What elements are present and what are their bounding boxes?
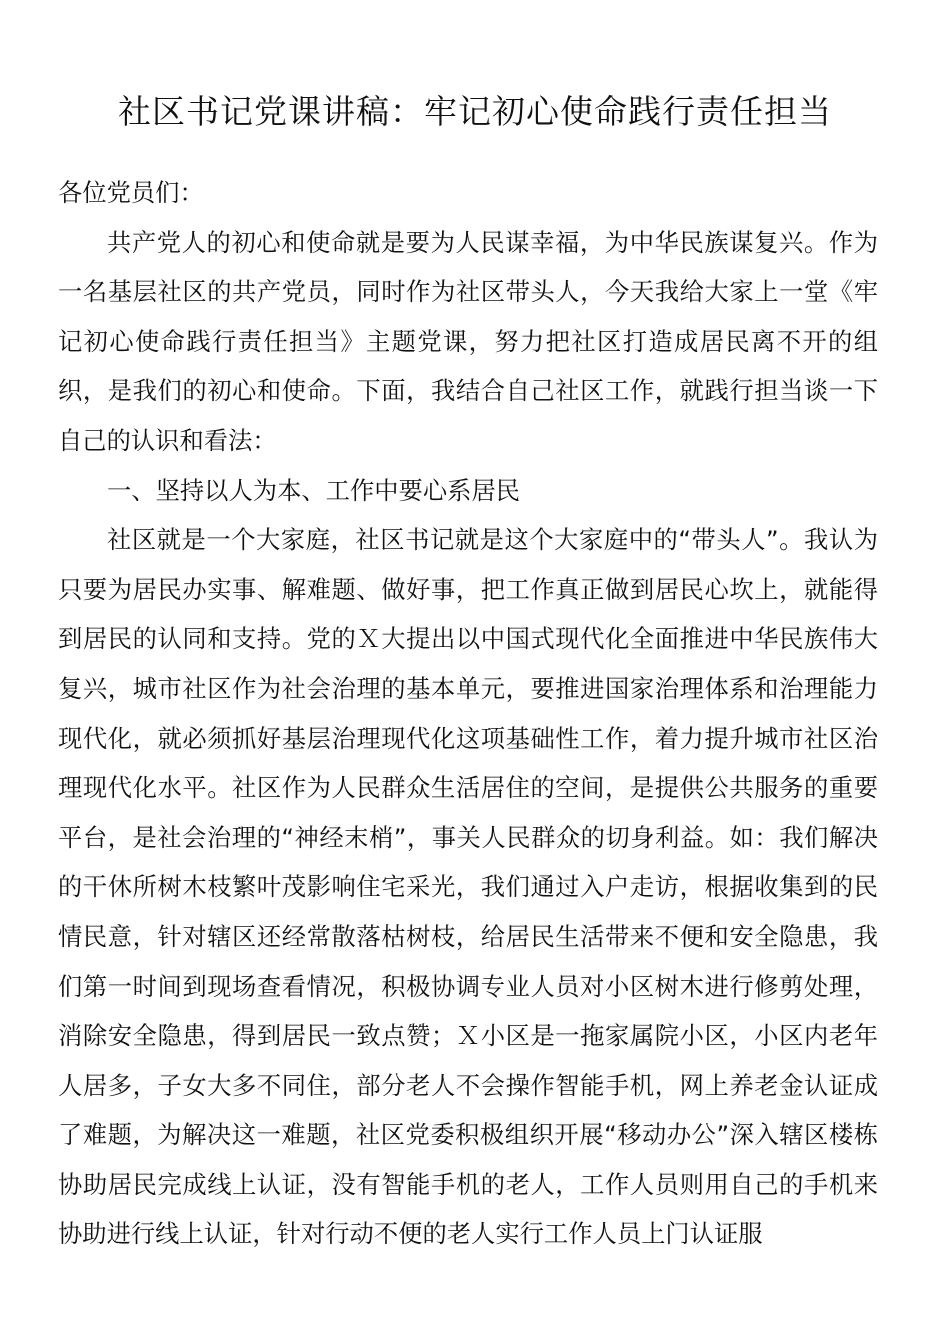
document-title: 社区书记党课讲稿：牢记初心使命践行责任担当 — [118, 92, 832, 132]
document-body — [58, 168, 878, 1259]
section-heading: 一、坚持以人为本、工作中要心系居民 — [107, 475, 521, 505]
intro-paragraph: 共产党人的初心和使命就是要为人民谋幸福，为中华民族谋复兴。作为一名基层社区的共产党员，同时作为社区带头人，今天我给大家上一堂《牢记初心使命践行责任担当》主题党课，努力把社区打造成居民离不开的组织，是我们的初心和使命。下面，我结合自己社区工作，就践行担当谈一下自己的认识和看法： — [58, 227, 878, 455]
greeting: 各位党员们： — [58, 178, 204, 207]
section-paragraph: 社区就是一个大家庭，社区书记就是这个大家庭中的“带头人”。我认为只要为居民办实事、解难题、做好事，把工作真正做到居民心坎上，就能得到居民的认同和支持。党的Ｘ大提出以中国式现代化全面推进中华民族伟大复兴，城市社区作为社会治理的基本单元，要推进国家治理体系和治理能力现代化，就必须抓好基层治理现代化这项基础性工作，着力提升城市社区治理现代化水平。社区作为人民群众生活居住的空间，是提供公共服务的重要平台，是社会治理的“神经末梢”，事关人民群众的切身利益。如：我们解决的干休所树木枝繁叶茂影响住宅采光，我们通过入户走访，根据收集到的民情民意，针对辖区还经常散落枯树枝，给居民生活带来不便和安全隐患，我们第一时间到现场查看情况，积极协调专业人员对小区树木进行修剪处理，消除安全隐患，得到居民一致点赞；Ｘ小区是一拖家属院小区，小区内老年人居多，子女大多不同住，部分老人不会操作智能手机，网上养老金认证成了难题，为解决这一难题，社区党委积极组织开展“移动办公”深入辖区楼栋协助居民完成线上认证，没有智能手机的老人，工作人员则用自己的手机来协助进行线上认证，针对行动不便的老人实行工作人员上门认证服 — [58, 525, 878, 1249]
